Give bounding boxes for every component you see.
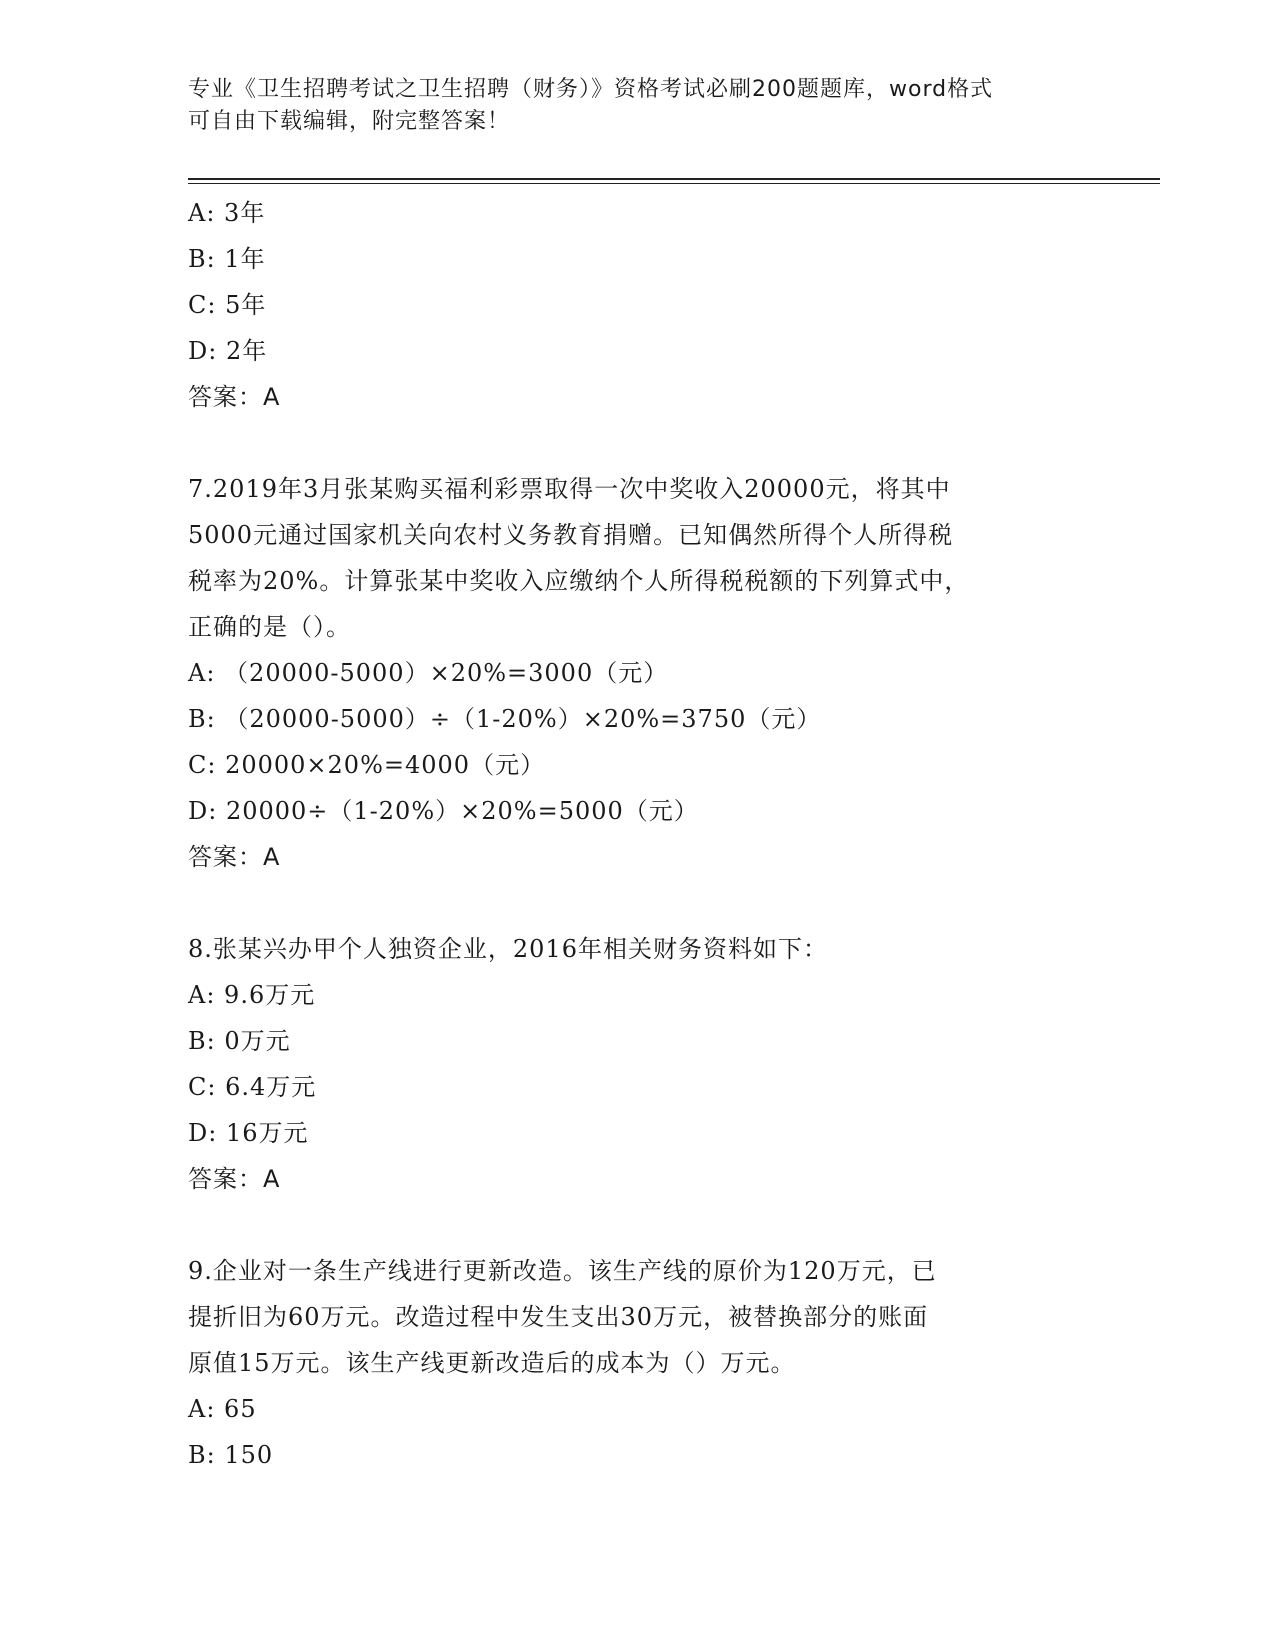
q6-option-a: A: 3年 xyxy=(188,199,266,227)
q8-option-c: C: 6.4万元 xyxy=(188,1073,317,1101)
q6-answer: 答案：A xyxy=(188,383,281,411)
q7-answer: 答案：A xyxy=(188,843,281,871)
spacer xyxy=(188,880,1068,926)
q8-option-b: B: 0万元 xyxy=(188,1027,291,1055)
q7-stem-line-2: 5000元通过国家机关向农村义务教育捐赠。已知偶然所得个人所得税 xyxy=(188,521,954,549)
question-9 xyxy=(188,1248,1068,1478)
q7-stem-line-1: 7.2019年3月张某购买福利彩票取得一次中奖收入20000元，将其中 xyxy=(188,475,951,503)
q8-answer: 答案：A xyxy=(188,1165,281,1193)
document-header xyxy=(188,74,1068,138)
question-7 xyxy=(188,466,1068,880)
q8-stem-line-1: 8.张某兴办甲个人独资企业，2016年相关财务资料如下： xyxy=(188,935,828,963)
q9-stem-line-3: 原值15万元。该生产线更新改造后的成本为（）万元。 xyxy=(188,1349,796,1377)
q8-option-d: D: 16万元 xyxy=(188,1119,309,1147)
q6-option-d: D: 2年 xyxy=(188,337,268,365)
q9-option-a: A: 65 xyxy=(188,1395,257,1423)
q9-option-b: B: 150 xyxy=(188,1441,274,1469)
spacer xyxy=(188,420,1068,466)
header-line-2: 可自由下载编辑，附完整答案！ xyxy=(188,109,511,134)
header-line-1: 专业《卫生招聘考试之卫生招聘（财务）》资格考试必刷200题题库，word格式 xyxy=(188,77,994,102)
q9-stem-line-2: 提折旧为60万元。改造过程中发生支出30万元，被替换部分的账面 xyxy=(188,1303,929,1331)
question-8 xyxy=(188,926,1068,1202)
q8-option-a: A: 9.6万元 xyxy=(188,981,316,1009)
spacer xyxy=(188,1202,1068,1248)
q7-option-d: D: 20000÷（1-20%）×20%=5000（元） xyxy=(188,797,699,825)
q9-stem-line-1: 9.企业对一条生产线进行更新改造。该生产线的原价为120万元，已 xyxy=(188,1257,937,1285)
q6-option-b: B: 1年 xyxy=(188,245,266,273)
q7-option-a: A: （20000-5000）×20%=3000（元） xyxy=(188,659,669,687)
q7-stem-line-3: 税率为20%。计算张某中奖收入应缴纳个人所得税税额的下列算式中， xyxy=(188,567,970,595)
header-rule-thick xyxy=(188,178,1160,180)
header-rule-thin xyxy=(188,183,1160,184)
q7-stem-line-4: 正确的是（）。 xyxy=(188,613,351,641)
q7-option-c: C: 20000×20%=4000（元） xyxy=(188,751,546,779)
question-6 xyxy=(188,190,1068,420)
document-body xyxy=(188,190,1068,1478)
q7-option-b: B: （20000-5000）÷（1-20%）×20%=3750（元） xyxy=(188,705,822,733)
q6-option-c: C: 5年 xyxy=(188,291,267,319)
